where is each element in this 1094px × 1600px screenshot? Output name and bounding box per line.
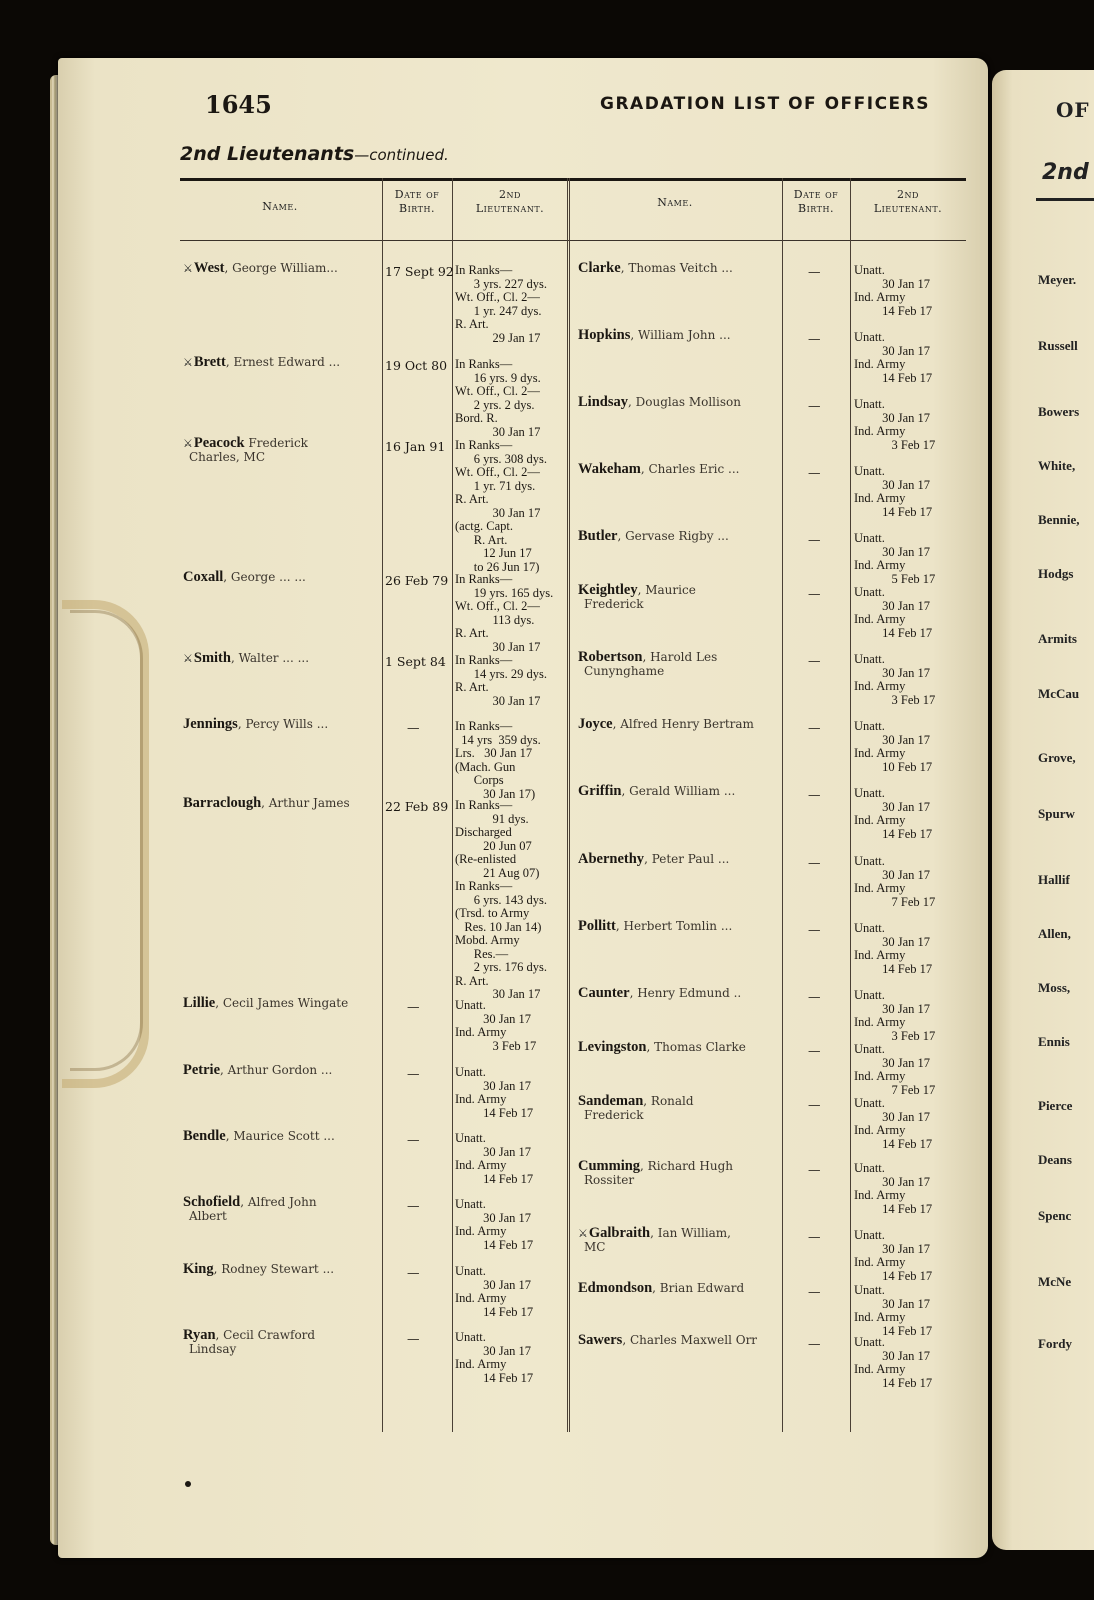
- given-names-continued: Charles, MC: [189, 449, 265, 464]
- header-dob-line2: Birth.: [798, 202, 834, 215]
- given-names: , Harold Les: [642, 650, 718, 664]
- date-of-birth: —: [407, 1066, 420, 1081]
- date-of-birth: —: [808, 465, 821, 480]
- given-names: , Gerald William ...: [621, 784, 736, 798]
- date-of-birth: 22 Feb 89: [385, 799, 449, 814]
- surname: Sawers: [578, 1332, 623, 1348]
- second-lieutenant-record: In Ranks— 14 yrs. 29 dys. R. Art. 30 Jan 17: [455, 653, 548, 708]
- surname: Edmondson: [578, 1280, 653, 1296]
- given-names: , Henry Edmund ..: [629, 986, 742, 1000]
- second-lieutenant-record: Unatt. 30 Jan 17 Ind. Army 14 Feb 17: [854, 464, 933, 519]
- surname: Smith: [193, 650, 231, 666]
- running-title: GRADATION LIST OF OFFICERS: [600, 94, 930, 114]
- header-dob-line1: Date of: [793, 188, 839, 201]
- given-names: , William John ...: [630, 328, 731, 342]
- second-lieutenant-record: Unatt. 30 Jan 17 Ind. Army 14 Feb 17: [854, 263, 933, 318]
- facing-page-name: Moss,: [1038, 980, 1071, 995]
- second-lieutenant-record: Unatt. 30 Jan 17 Ind. Army 14 Feb 17: [854, 585, 933, 640]
- given-names: , Charles Eric ...: [640, 462, 740, 476]
- facing-page-name: Pierce: [1038, 1098, 1073, 1113]
- date-of-birth: —: [808, 855, 821, 870]
- second-lieutenant-record: Unatt. 30 Jan 17 Ind. Army 10 Feb 17: [854, 719, 933, 774]
- date-of-birth: 19 Oct 80: [385, 358, 448, 373]
- date-of-birth: 17 Sept 92: [385, 264, 454, 279]
- date-of-birth: —: [407, 1331, 420, 1346]
- given-names: , Herbert Tomlin ...: [615, 919, 733, 933]
- facing-page-name: Spenc: [1038, 1208, 1072, 1223]
- second-lieutenant-record: In Ranks— 16 yrs. 9 dys. Wt. Off., Cl. 2— 2 yrs. 2 dys. Bord. R. 30 Jan 17: [455, 357, 541, 439]
- second-lieutenant-record: Unatt. 30 Jan 17 Ind. Army 14 Feb 17: [455, 1131, 534, 1186]
- officer-name: [183, 1064, 381, 1078]
- column-divider: [382, 178, 383, 1432]
- date-of-birth: 1 Sept 84: [385, 654, 446, 669]
- surname: Robertson: [578, 649, 643, 665]
- surname: Wakeham: [578, 461, 641, 477]
- officer-name: [578, 584, 783, 611]
- surname: Hopkins: [578, 327, 631, 343]
- second-lieutenant-record: Unatt. 30 Jan 17 Ind. Army 14 Feb 17: [854, 786, 933, 841]
- header-lt-line2: Lieutenant.: [873, 202, 943, 215]
- date-of-birth: —: [808, 1097, 821, 1112]
- second-lieutenant-record: Unatt. 30 Jan 17 Ind. Army 14 Feb 17: [854, 1283, 933, 1338]
- date-of-birth: —: [808, 989, 821, 1004]
- given-names: , Brian Edward: [652, 1281, 745, 1295]
- second-lieutenant-record: Unatt. 30 Jan 17 Ind. Army 7 Feb 17: [854, 854, 936, 909]
- given-names: , George ... ...: [223, 570, 306, 584]
- facing-page-name: Hodgs: [1038, 566, 1074, 581]
- surname: Peacock: [193, 435, 245, 451]
- given-names: , Ernest Edward ...: [225, 355, 341, 369]
- facing-page-name: Bowers: [1038, 404, 1080, 419]
- date-of-birth: —: [808, 922, 821, 937]
- given-names: , Arthur Gordon ...: [220, 1063, 333, 1077]
- given-names: , Gervase Rigby ...: [617, 529, 729, 543]
- given-names: , Charles Maxwell Orr: [622, 1333, 758, 1347]
- given-names: , Maurice Scott ...: [225, 1129, 335, 1143]
- surname: Jennings: [183, 716, 238, 732]
- officer-name: [578, 1334, 783, 1348]
- given-names: , Ian William,: [650, 1226, 731, 1240]
- surname: Pollitt: [578, 918, 616, 934]
- crossed-swords-icon: ⚔: [183, 262, 193, 275]
- header-lt-right: [852, 188, 964, 216]
- facing-page-name: Ennis: [1038, 1034, 1070, 1049]
- given-names-continued: Frederick: [584, 596, 644, 611]
- date-of-birth: —: [808, 1043, 821, 1058]
- facing-page-title: OF: [1056, 98, 1090, 122]
- facing-page-name: Spurw: [1038, 806, 1075, 821]
- given-names: , Thomas Veitch ...: [620, 261, 733, 275]
- given-names: , Maurice: [637, 583, 696, 597]
- facing-page-name: Meyer.: [1038, 272, 1077, 287]
- given-names: , Rodney Stewart ...: [213, 1262, 335, 1276]
- header-dob-line1: Date of: [394, 188, 440, 201]
- date-of-birth: —: [407, 1132, 420, 1147]
- second-lieutenant-record: In Ranks— 6 yrs. 308 dys. Wt. Off., Cl. 2— 1 yr. 71 dys. R. Art. 30 Jan 17 (actg. Capt. R. Art. 12 Jun 17 to 26 Jun 17): [455, 438, 548, 574]
- given-names: , George William...: [224, 261, 338, 275]
- given-names: , Cecil James Wingate: [215, 996, 349, 1010]
- officer-name: [183, 652, 381, 666]
- surname: Sandeman: [578, 1093, 644, 1109]
- surname: Abernethy: [578, 851, 645, 867]
- crossed-swords-icon: ⚔: [578, 1227, 588, 1240]
- header-dob-line2: Birth.: [399, 202, 435, 215]
- officer-name: [578, 530, 783, 544]
- surname: King: [183, 1261, 214, 1277]
- facing-page-name: Allen,: [1038, 926, 1071, 941]
- surname: Joyce: [578, 716, 613, 732]
- facing-page-name: Deans: [1038, 1152, 1072, 1167]
- facing-page-name: McNe: [1038, 1274, 1072, 1289]
- surname: Petrie: [183, 1062, 221, 1078]
- date-of-birth: —: [407, 999, 420, 1014]
- surname: Ryan: [183, 1327, 216, 1343]
- officer-name: [183, 437, 381, 464]
- date-of-birth: —: [808, 264, 821, 279]
- officer-name: [578, 1282, 783, 1296]
- facing-page-rule: [1036, 198, 1094, 201]
- date-of-birth: 16 Jan 91: [385, 439, 446, 454]
- date-of-birth: —: [407, 1265, 420, 1280]
- officer-name: [183, 262, 381, 276]
- crossed-swords-icon: ⚔: [183, 437, 193, 450]
- given-names: , Douglas Mollison: [627, 395, 741, 409]
- officer-name: [183, 356, 381, 370]
- given-names-continued: Lindsay: [189, 1341, 237, 1356]
- officer-name: [578, 396, 783, 410]
- second-lieutenant-record: Unatt. 30 Jan 17 Ind. Army 3 Feb 17: [455, 998, 537, 1053]
- officer-name: [183, 571, 381, 585]
- second-lieutenant-record: Unatt. 30 Jan 17 Ind. Army 14 Feb 17: [455, 1197, 534, 1252]
- second-lieutenant-record: Unatt. 30 Jan 17 Ind. Army 3 Feb 17: [854, 988, 936, 1043]
- surname: Butler: [578, 528, 618, 544]
- second-lieutenant-record: Unatt. 30 Jan 17 Ind. Army 14 Feb 17: [455, 1264, 534, 1319]
- officer-name: [578, 920, 783, 934]
- second-lieutenant-record: Unatt. 30 Jan 17 Ind. Army 5 Feb 17: [854, 531, 936, 586]
- surname: Bendle: [183, 1128, 226, 1144]
- second-lieutenant-record: Unatt. 30 Jan 17 Ind. Army 14 Feb 17: [455, 1065, 534, 1120]
- given-names: , Cecil Crawford: [215, 1328, 316, 1342]
- date-of-birth: —: [808, 398, 821, 413]
- officer-name: [578, 1160, 783, 1187]
- date-of-birth: —: [808, 586, 821, 601]
- surname: Galbraith: [588, 1225, 651, 1241]
- officer-name: [183, 1329, 381, 1356]
- surname: Caunter: [578, 985, 630, 1001]
- given-names: , Peter Paul ...: [644, 852, 730, 866]
- date-of-birth: —: [808, 532, 821, 547]
- section-title: [180, 143, 449, 165]
- given-names: Frederick: [244, 436, 308, 450]
- date-of-birth: —: [808, 653, 821, 668]
- officer-name: [578, 1041, 783, 1055]
- officer-name: [578, 987, 783, 1001]
- date-of-birth: —: [808, 1284, 821, 1299]
- given-names-continued: MC: [584, 1239, 606, 1254]
- surname: Keightley: [578, 582, 638, 598]
- column-divider: [850, 178, 851, 1432]
- surname: Cumming: [578, 1158, 641, 1174]
- second-lieutenant-record: In Ranks— 19 yrs. 165 dys. Wt. Off., Cl. 2— 113 dys. R. Art. 30 Jan 17: [455, 572, 554, 654]
- given-names: , Ronald: [643, 1094, 694, 1108]
- officer-name: [578, 718, 783, 732]
- header-lt-line2: Lieutenant.: [475, 202, 545, 215]
- facing-page-name: White,: [1038, 458, 1076, 473]
- officer-name: [183, 1263, 381, 1277]
- given-names: , Walter ... ...: [230, 651, 310, 665]
- officer-name: [578, 463, 783, 477]
- given-names-continued: Rossiter: [584, 1172, 635, 1187]
- date-of-birth: —: [808, 1336, 821, 1351]
- second-lieutenant-record: Unatt. 30 Jan 17 Ind. Army 7 Feb 17: [854, 1042, 936, 1097]
- date-of-birth: —: [808, 720, 821, 735]
- given-names: , Alfred Henry Bertram: [612, 717, 754, 731]
- given-names-continued: Cunynghame: [584, 663, 665, 678]
- date-of-birth: —: [407, 1198, 420, 1213]
- given-names-continued: Frederick: [584, 1107, 644, 1122]
- given-names: , Thomas Clarke: [646, 1040, 746, 1054]
- second-lieutenant-record: In Ranks— 3 yrs. 227 dys. Wt. Off., Cl. 2— 1 yr. 247 dys. R. Art. 29 Jan 17: [455, 263, 548, 345]
- column-divider: [452, 178, 453, 1432]
- header-bottom-rule: [180, 240, 966, 241]
- surname: Coxall: [183, 569, 224, 585]
- surname: West: [193, 260, 225, 276]
- header-name-left: Name.: [262, 200, 298, 213]
- officer-name: [578, 785, 783, 799]
- date-of-birth: —: [808, 331, 821, 346]
- second-lieutenant-record: Unatt. 30 Jan 17 Ind. Army 3 Feb 17: [854, 652, 936, 707]
- officer-name: [578, 853, 783, 867]
- section-title-continued: —continued.: [354, 146, 449, 164]
- given-names: , Alfred John: [240, 1195, 317, 1209]
- second-lieutenant-record: Unatt. 30 Jan 17 Ind. Army 3 Feb 17: [854, 397, 936, 452]
- given-names: , Richard Hugh: [640, 1159, 733, 1173]
- officer-name: [183, 997, 381, 1011]
- facing-page-section-title: 2nd: [1042, 160, 1089, 185]
- surname: Griffin: [578, 783, 622, 799]
- header-lt-left: [454, 188, 566, 216]
- header-lt-line1: 2nd: [499, 188, 521, 201]
- page-number: 1645: [205, 90, 272, 119]
- surname: Lindsay: [578, 394, 628, 410]
- second-lieutenant-record: Unatt. 30 Jan 17 Ind. Army 14 Feb 17: [854, 330, 933, 385]
- second-lieutenant-record: Unatt. 30 Jan 17 Ind. Army 14 Feb 17: [854, 1096, 933, 1151]
- officer-name: [578, 651, 783, 678]
- header-lt-line1: 2nd: [897, 188, 919, 201]
- column-divider-center: [567, 178, 570, 1432]
- facing-page-name: Grove,: [1038, 750, 1076, 765]
- facing-page-name: Fordy: [1038, 1336, 1072, 1351]
- facing-page-name: McCau: [1038, 686, 1080, 701]
- header-dob-right: [784, 188, 848, 216]
- surname: Barraclough: [183, 795, 262, 811]
- facing-page: [992, 70, 1094, 1550]
- officer-name: [183, 1130, 381, 1144]
- surname: Schofield: [183, 1194, 241, 1210]
- crossed-swords-icon: ⚔: [183, 356, 193, 369]
- officer-name: [578, 1095, 783, 1122]
- surname: Lillie: [183, 995, 216, 1011]
- second-lieutenant-record: In Ranks— 91 dys. Discharged 20 Jun 07 (Re-enlisted 21 Aug 07) In Ranks— 6 yrs. 143 dys. (Trsd. to Army Res. 10 Jan 14) Mobd. Army Res.— 2 yrs. 176 dys. R. Art. 30 Jan 17: [455, 798, 548, 1001]
- officer-name: [183, 1196, 381, 1223]
- surname: Clarke: [578, 260, 621, 276]
- date-of-birth: —: [407, 720, 420, 735]
- facing-page-name: Armits: [1038, 631, 1077, 646]
- header-dob-left: [384, 188, 450, 216]
- surname: Brett: [193, 354, 226, 370]
- second-lieutenant-record: In Ranks— 14 yrs 359 dys. Lrs. 30 Jan 17 (Mach. Gun Corps 30 Jan 17): [455, 719, 541, 801]
- date-of-birth: —: [808, 787, 821, 802]
- given-names-continued: Albert: [189, 1208, 227, 1223]
- officer-name: [578, 1227, 783, 1254]
- header-name-right: Name.: [657, 196, 693, 209]
- given-names: , Percy Wills ...: [237, 717, 329, 731]
- facing-page-name: Russell: [1038, 338, 1078, 353]
- date-of-birth: 26 Feb 79: [385, 573, 449, 588]
- second-lieutenant-record: Unatt. 30 Jan 17 Ind. Army 14 Feb 17: [455, 1330, 534, 1385]
- officer-name: [183, 718, 381, 732]
- ink-dot: [185, 1481, 191, 1487]
- date-of-birth: —: [808, 1162, 821, 1177]
- officer-name: [578, 329, 783, 343]
- second-lieutenant-record: Unatt. 30 Jan 17 Ind. Army 14 Feb 17: [854, 1228, 933, 1283]
- given-names: , Arthur James: [261, 796, 350, 810]
- second-lieutenant-record: Unatt. 30 Jan 17 Ind. Army 14 Feb 17: [854, 1335, 933, 1390]
- date-of-birth: —: [808, 1229, 821, 1244]
- surname: Levingston: [578, 1039, 647, 1055]
- second-lieutenant-record: Unatt. 30 Jan 17 Ind. Army 14 Feb 17: [854, 1161, 933, 1216]
- crossed-swords-icon: ⚔: [183, 652, 193, 665]
- officer-name: [578, 262, 783, 276]
- header-top-rule: [180, 178, 966, 181]
- section-title-main: 2nd Lieutenants: [180, 143, 355, 165]
- facing-page-name: Hallif: [1038, 872, 1070, 887]
- facing-page-name: Bennie,: [1038, 512, 1080, 527]
- second-lieutenant-record: Unatt. 30 Jan 17 Ind. Army 14 Feb 17: [854, 921, 933, 976]
- officer-name: [183, 797, 381, 811]
